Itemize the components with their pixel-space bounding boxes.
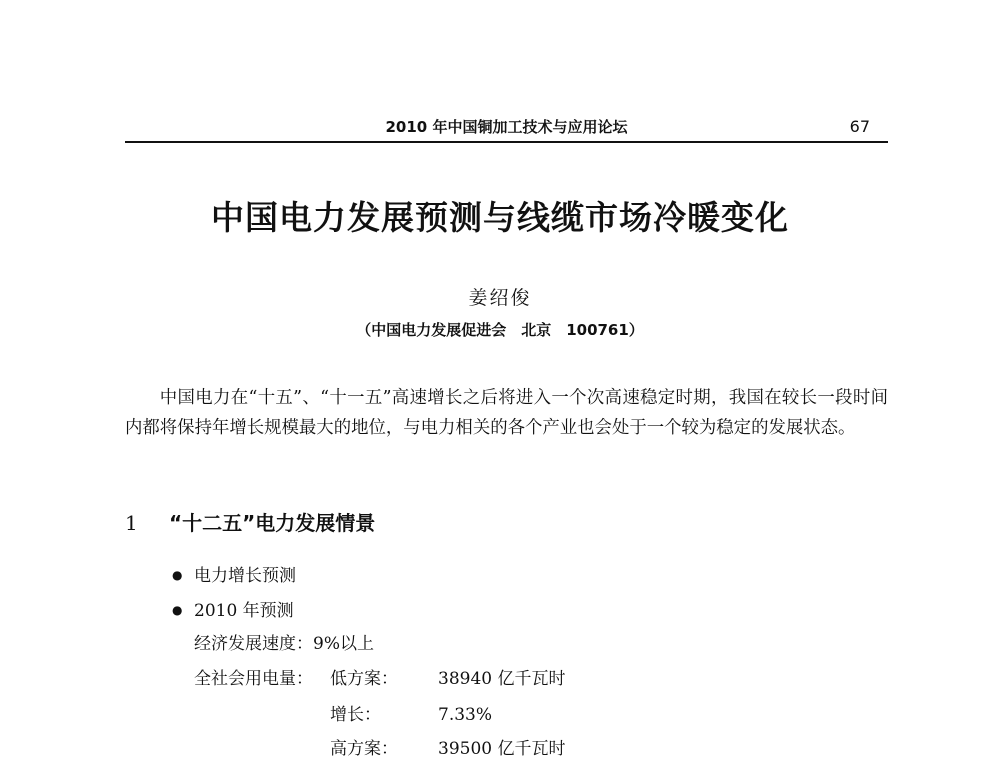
intro-paragraph: 中国电力在“十五”、“十一五”高速增长之后将进入一个次高速稳定时期，我国在较长一段时间内都将保持年增长规模最大的地位，与电力相关的各个产业也会处于一个较为稳定的发展状态。	[125, 388, 888, 438]
section-title: “十二五”电力发展情景	[169, 511, 376, 535]
forecast-row-value: 38940 亿千瓦时	[438, 669, 566, 689]
forecast-row-label: 高方案：	[330, 739, 398, 759]
forecast-row-value: 39500 亿千瓦时	[438, 739, 566, 759]
bullet-item	[172, 596, 294, 624]
bullet-item	[172, 561, 296, 589]
bullet-text: 电力增长预测	[194, 566, 296, 586]
bullet-dot-icon: ●	[172, 568, 183, 582]
paper-title: 中国电力发展预测与线缆市场冷暖变化	[211, 198, 789, 237]
total-consumption-label: 全社会用电量：	[194, 669, 313, 689]
author-name: 姜绍俊	[468, 287, 532, 309]
author-affiliation: （中国电力发展促进会 北京 100761）	[356, 321, 644, 339]
running-header	[125, 118, 888, 142]
running-title: 2010 年中国铜加工技术与应用论坛	[385, 118, 628, 136]
section-number: 1	[125, 511, 138, 535]
bullet-dot-icon: ●	[172, 603, 183, 617]
bullet-text: 2010 年预测	[194, 601, 294, 621]
header-rule	[125, 141, 888, 143]
page-number: 67	[849, 117, 870, 136]
forecast-row-label: 低方案：	[330, 669, 398, 689]
forecast-row-value: 7.33%	[438, 705, 493, 725]
economic-growth-line: 经济发展速度：9%以上	[194, 634, 374, 654]
section-heading	[125, 507, 375, 539]
forecast-row-label: 增长：	[330, 705, 381, 725]
